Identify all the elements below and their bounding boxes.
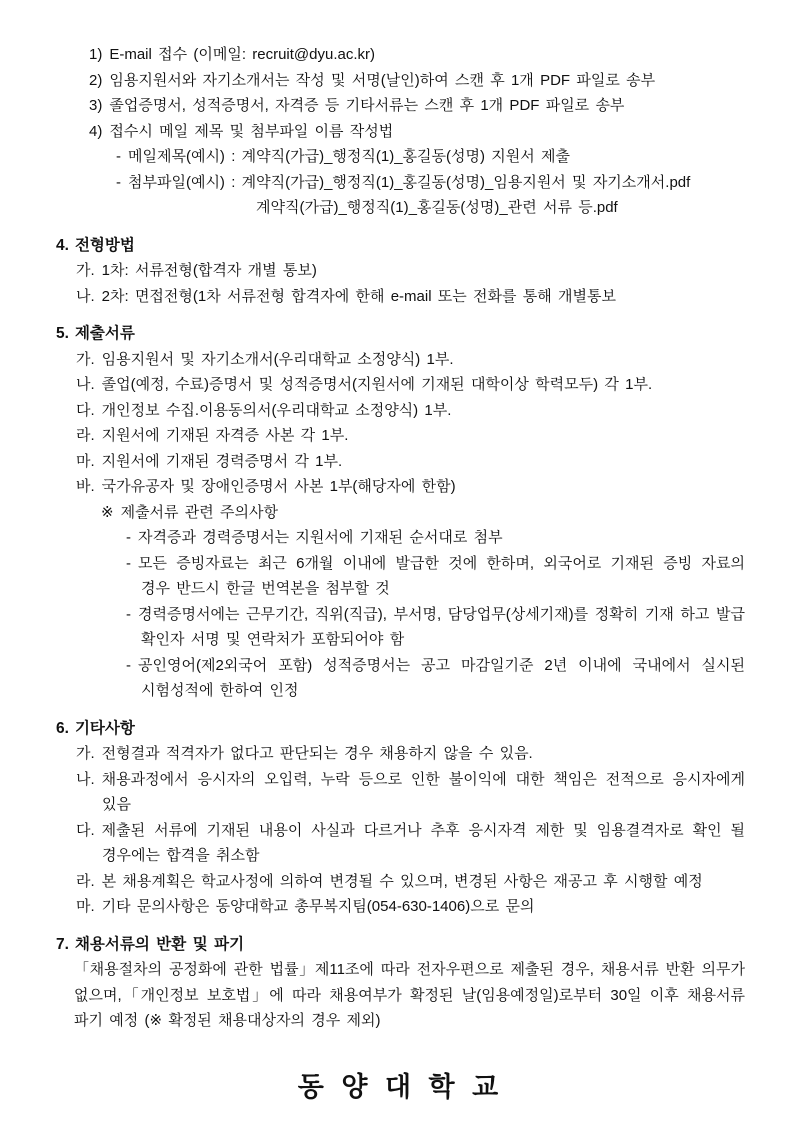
lettered-item-text: 기타 문의사항은 동양대학교 총무복지팀(054-630-1406)으로 문의 (101, 898, 535, 915)
item-marker: 마. (76, 898, 95, 915)
lettered-item (56, 474, 745, 500)
numbered-item-text: 임용지원서와 자기소개서는 작성 및 서명(날인)하여 스캔 후 1개 PDF 파일로 송부 (109, 71, 656, 89)
item-marker: 5. (56, 325, 69, 342)
lettered-item (56, 449, 745, 475)
lettered-item-text: 2차: 면접전형(1차 서류전형 합격자에 한해 e-mail 또는 전화를 통해 개별통보 (101, 287, 616, 305)
numbered-item-text: 접수시 메일 제목 및 첨부파일 이름 작성법 (109, 122, 394, 140)
item-marker: 라. (76, 427, 95, 444)
item-marker: 라. (76, 872, 95, 890)
section-heading-text: 전형방법 (74, 236, 135, 254)
numbered-item-text: E-mail 접수 (이메일: recruit@dyu.ac.kr) (109, 46, 376, 63)
lettered-item (56, 347, 745, 373)
item-marker: 4) (89, 122, 103, 140)
item-marker: 4. (56, 236, 69, 254)
note-item-text: 제출서류 관련 주의사항 (120, 503, 279, 521)
lettered-item (56, 258, 745, 284)
sub-dash-item-text: 모든 증빙자료는 최근 6개월 이내에 발급한 것에 한하며, 외국어로 기재된 증빙 자료의 경우 반드시 한글 번역본을 첨부할 것 (138, 554, 745, 597)
numbered-item-text: 졸업증명서, 성적증명서, 자격증 등 기타서류는 스캔 후 1개 PDF 파일로 송부 (109, 97, 625, 114)
lettered-item (56, 741, 745, 767)
section-heading-text: 제출서류 (74, 325, 135, 342)
sub-dash-item (56, 525, 745, 551)
sub-dash-item-text: 자격증과 경력증명서는 지원서에 기재된 순서대로 첨부 (138, 529, 503, 546)
item-marker: 가. (76, 262, 95, 279)
sub-dash-item (56, 602, 745, 653)
item-marker: - (116, 173, 121, 191)
sub-dash-item (56, 551, 745, 602)
lettered-item (56, 372, 745, 398)
item-marker: 나. (76, 376, 95, 393)
note-item (56, 500, 745, 526)
lettered-item (56, 284, 745, 310)
section-heading (56, 233, 745, 259)
lettered-item (56, 818, 745, 869)
lettered-item (56, 894, 745, 920)
dash-item-text: 첨부파일(예시) : 계약직(가급)_행정직(1)_홍길동(성명)_임용지원서 및 자기소개서.pdf (128, 173, 691, 191)
section-heading-text: 채용서류의 반환 및 파기 (74, 935, 245, 953)
lettered-item-text: 전형결과 적격자가 없다고 판단되는 경우 채용하지 않을 수 있음. (101, 745, 533, 762)
attachment-filename-line (56, 195, 745, 221)
item-marker: 6. (56, 719, 69, 737)
lettered-item (56, 869, 745, 895)
lettered-item-text: 본 채용계획은 학교사정에 의하여 변경될 수 있으며, 변경된 사항은 재공고 후 시행할 예정 (101, 872, 703, 890)
item-marker: 다. (76, 821, 95, 839)
lettered-item-text: 지원서에 기재된 경력증명서 각 1부. (101, 452, 343, 470)
lettered-item-text: 제출된 서류에 기재된 내용이 사실과 다르거나 추후 응시자격 제한 및 임용결격자로 확인 될 경우에는 합격을 취소함 (101, 821, 745, 864)
sub-dash-item-text: 경력증명서에는 근무기간, 직위(직급), 부서명, 담당업무(상세기재)를 정확히 기재 하고 발급 확인자 서명 및 연락처가 포함되어야 함 (138, 605, 745, 648)
item-marker: 1) (89, 46, 103, 63)
item-marker: 마. (76, 452, 95, 470)
dash-item (56, 144, 745, 170)
lettered-item-text: 1차: 서류전형(합격자 개별 통보) (101, 262, 317, 279)
item-marker: 7. (56, 935, 69, 953)
item-marker: - (126, 605, 131, 623)
sub-dash-item (56, 653, 745, 704)
item-marker: - (116, 148, 121, 165)
lettered-item-text: 졸업(예정, 수료)증명서 및 성적증명서(지원서에 기재된 대학이상 학력모두) 각 1부. (101, 376, 653, 393)
attachment-filename-line-text: 계약직(가급)_행정직(1)_홍길동(성명)_관련 서류 등.pdf (256, 199, 618, 216)
item-marker: 나. (76, 770, 95, 788)
university-name-footer: 동 양 대 학 교 (297, 1071, 504, 1102)
numbered-item (56, 42, 745, 68)
item-marker: - (126, 529, 131, 546)
item-marker: 3) (89, 97, 103, 114)
item-marker: 가. (76, 350, 95, 368)
section-heading (56, 321, 745, 347)
item-marker: - (126, 554, 131, 572)
item-marker: - (126, 656, 131, 674)
lettered-item-text: 임용지원서 및 자기소개서(우리대학교 소정양식) 1부. (101, 350, 454, 368)
section-heading (56, 932, 745, 958)
numbered-item (56, 93, 745, 119)
numbered-item (56, 68, 745, 94)
document-body (56, 42, 745, 1034)
lettered-item-text: 국가유공자 및 장애인증명서 사본 1부(해당자에 한함) (101, 478, 456, 495)
section-heading-text: 기타사항 (74, 719, 135, 737)
dash-item (56, 170, 745, 196)
lettered-item-text: 지원서에 기재된 자격증 사본 각 1부. (101, 427, 349, 444)
section-heading (56, 716, 745, 742)
item-marker: 2) (89, 71, 103, 89)
sub-dash-item-text: 공인영어(제2외국어 포함) 성적증명서는 공고 마감일기준 2년 이내에 국내에서 실시된 시험성적에 한하여 인정 (138, 656, 745, 699)
numbered-item (56, 119, 745, 145)
lettered-item (56, 423, 745, 449)
dash-item-text: 메일제목(예시) : 계약직(가급)_행정직(1)_홍길동(성명) 지원서 제출 (128, 148, 570, 165)
lettered-item (56, 767, 745, 818)
lettered-item (56, 398, 745, 424)
item-marker: 가. (76, 745, 95, 762)
item-marker: 바. (76, 478, 95, 495)
item-marker: ※ (101, 503, 114, 521)
lettered-item-text: 채용과정에서 응시자의 오입력, 누락 등으로 인한 불이익에 대한 책임은 전적으로 응시자에게 있음 (101, 770, 745, 813)
item-marker: 다. (76, 401, 95, 419)
paragraph (56, 957, 745, 1034)
paragraph-text: 「채용절차의 공정화에 관한 법률」제11조에 따라 전자우편으로 제출된 경우, 채용서류 반환 의무가 없으며,「개인정보 보호법」에 따라 채용여부가 확정된 날(임용예정일)로부터 30일 이후 채용서류 파기 예정 (※ 확정된 채용대상자의 경우 제외) (74, 961, 745, 1029)
item-marker: 나. (76, 287, 95, 305)
lettered-item-text: 개인정보 수집.이용동의서(우리대학교 소정양식) 1부. (101, 401, 452, 419)
